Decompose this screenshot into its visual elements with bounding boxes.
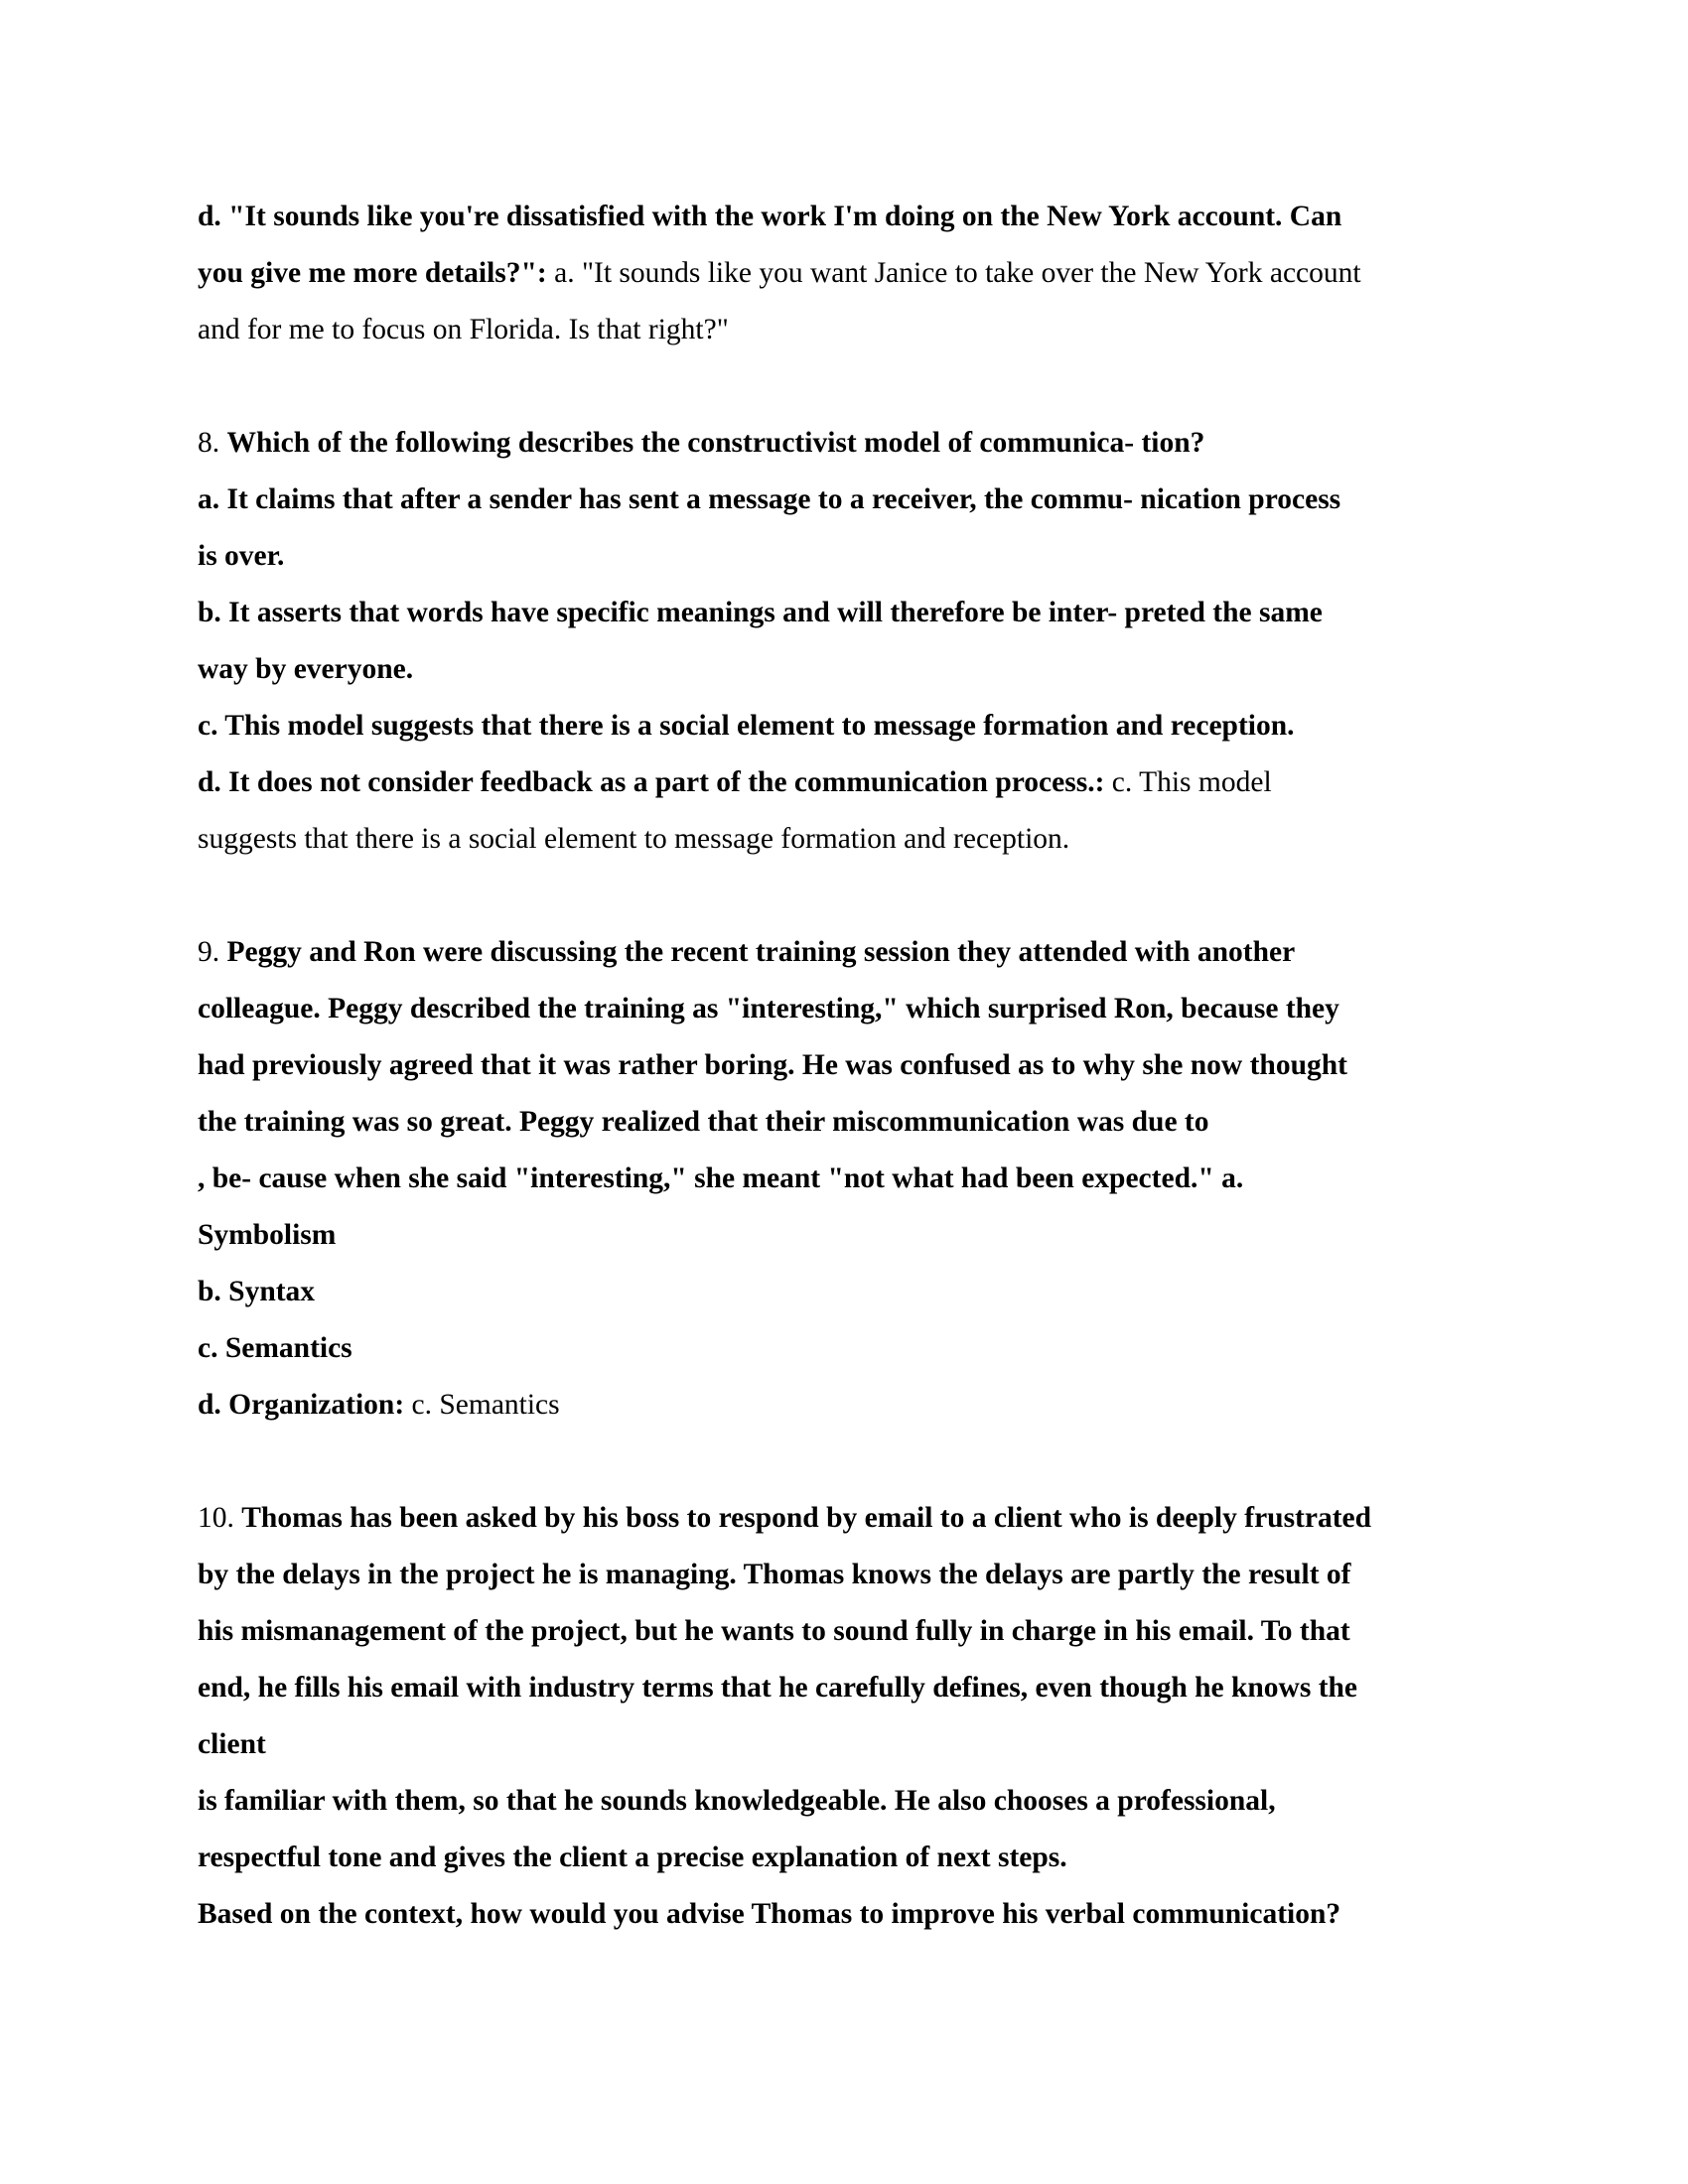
text-line	[198, 981, 1508, 1037]
text-line	[198, 245, 1508, 302]
regular-text: c. This model	[1111, 766, 1272, 798]
bold-text: the training was so great. Peggy realized that their miscommunication was due to	[198, 1106, 1209, 1138]
text-line	[198, 698, 1508, 754]
text-line	[198, 1773, 1508, 1830]
text-line	[198, 1716, 1508, 1773]
bold-text: is familiar with them, so that he sounds knowledgeable. He also chooses a professional,	[198, 1785, 1276, 1817]
bold-text: c. This model suggests that there is a social element to message formation and reception.	[198, 710, 1295, 742]
text-line	[198, 189, 1508, 245]
bold-text: Thomas has been asked by his boss to respond by email to a client who is deeply frustrated	[241, 1502, 1372, 1534]
blank-line	[198, 358, 1508, 415]
text-line	[198, 1151, 1508, 1207]
bold-text: had previously agreed that it was rather boring. He was confused as to why she now thought	[198, 1049, 1347, 1081]
regular-text: and for me to focus on Florida. Is that right?"	[198, 314, 729, 345]
text-line	[198, 1830, 1508, 1886]
text-line	[198, 302, 1508, 358]
regular-text: 8.	[198, 427, 227, 459]
text-line	[198, 1037, 1508, 1094]
text-line	[198, 641, 1508, 698]
text-line	[198, 1547, 1508, 1603]
regular-text: 10.	[198, 1502, 242, 1534]
text-line	[198, 1207, 1508, 1264]
text-line	[198, 811, 1508, 868]
text-line	[198, 415, 1508, 472]
bold-text: Which of the following describes the constructivist model of communica- tion?	[226, 427, 1205, 459]
text-line	[198, 585, 1508, 641]
text-line	[198, 754, 1508, 811]
bold-text: b. Syntax	[198, 1276, 316, 1307]
text-line	[198, 1490, 1508, 1547]
bold-text: you give me more details?":	[198, 257, 555, 289]
bold-text: respectful tone and gives the client a precise explanation of next steps.	[198, 1842, 1067, 1873]
bold-text: end, he fills his email with industry terms that he carefully defines, even though he knows the	[198, 1672, 1358, 1704]
text-line	[198, 472, 1508, 528]
document-page	[198, 189, 1508, 1943]
bold-text: colleague. Peggy described the training as "interesting," which surprised Ron, because they	[198, 993, 1339, 1024]
text-line	[198, 1886, 1508, 1943]
bold-text: his mismanagement of the project, but he wants to sound fully in charge in his email. To that	[198, 1615, 1350, 1647]
bold-text: by the delays in the project he is managing. Thomas knows the delays are partly the result of	[198, 1559, 1351, 1590]
bold-text: Peggy and Ron were discussing the recent training session they attended with another	[226, 936, 1296, 968]
bold-text: , be- cause when she said "interesting," she meant "not what had been expected." a.	[198, 1162, 1244, 1194]
bold-text: d. Organization:	[198, 1389, 412, 1421]
bold-text: b. It asserts that words have specific meanings and will therefore be inter- preted the same	[198, 597, 1323, 628]
text-line	[198, 924, 1508, 981]
bold-text: Symbolism	[198, 1219, 337, 1251]
bold-text: is over.	[198, 540, 285, 572]
blank-line	[198, 1433, 1508, 1490]
text-line	[198, 1264, 1508, 1320]
regular-text: suggests that there is a social element to message formation and reception.	[198, 823, 1070, 855]
bold-text: way by everyone.	[198, 653, 414, 685]
bold-text: a. It claims that after a sender has sent a message to a receiver, the commu- nication process	[198, 483, 1341, 515]
regular-text: a. "It sounds like you want Janice to take over the New York account	[554, 257, 1361, 289]
blank-line	[198, 868, 1508, 924]
regular-text: c. Semantics	[411, 1389, 560, 1421]
bold-text: d. It does not consider feedback as a part of the communication process.:	[198, 766, 1112, 798]
text-line	[198, 1660, 1508, 1716]
text-line	[198, 1094, 1508, 1151]
regular-text: 9.	[198, 936, 227, 968]
bold-text: client	[198, 1728, 266, 1760]
text-line	[198, 1320, 1508, 1377]
text-line	[198, 1377, 1508, 1433]
text-line	[198, 1603, 1508, 1660]
bold-text: c. Semantics	[198, 1332, 352, 1364]
text-line	[198, 528, 1508, 585]
bold-text: d. "It sounds like you're dissatisfied with the work I'm doing on the New York account. Can	[198, 201, 1342, 232]
bold-text: Based on the context, how would you advise Thomas to improve his verbal communication?	[198, 1898, 1341, 1930]
